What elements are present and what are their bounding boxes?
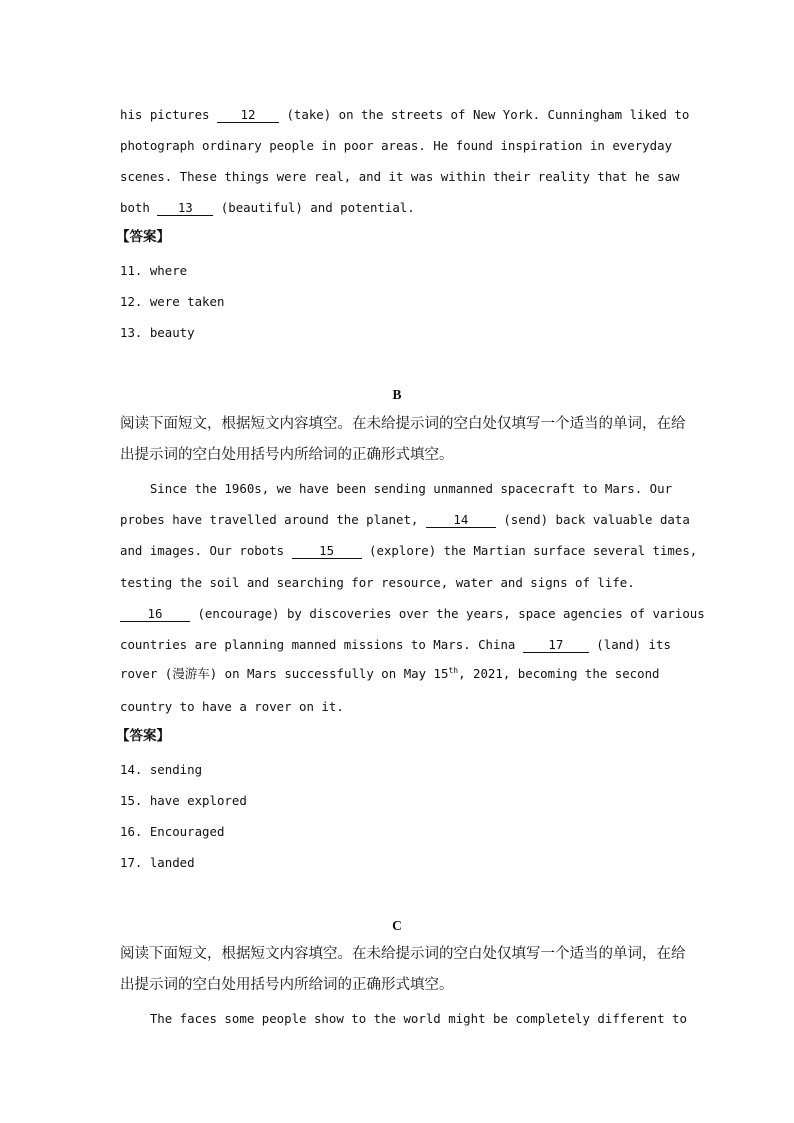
answer-heading-a: 【答案】 (116, 229, 170, 245)
passage-b-line-7: rover (漫游车) on Mars successfully on May 15th, 2021, becoming the second (120, 665, 660, 681)
passage-b-line-8: country to have a rover on it. (120, 699, 344, 714)
passage-a-line-4: both 13 (beautiful) and potential. (120, 200, 415, 215)
answer-item: 17. landed (120, 855, 195, 870)
blank-16: 16 (120, 607, 190, 622)
answer-item: 13. beauty (120, 325, 195, 340)
passage-a-line-3: scenes. These things were real, and it was within their reality that he saw (120, 169, 680, 184)
passage-b-line-6: countries are planning manned missions to Mars. China 17 (land) its (120, 637, 671, 652)
instruction-b-line-1: 阅读下面短文，根据短文内容填空。在未给提示词的空白处仅填写一个适当的单词，在给 (120, 416, 686, 432)
blank-15: 15 (292, 544, 362, 559)
passage-b-line-5: 16 (encourage) by discoveries over the years, space agencies of various (120, 606, 705, 622)
answer-item: 12. were taken (120, 294, 225, 309)
ordinal-suffix: th (448, 665, 459, 675)
answer-item: 14. sending (120, 762, 203, 777)
passage-b-line-1: Since the 1960s, we have been sending unmanned spacecraft to Mars. Our (120, 481, 673, 496)
section-b-label: B (392, 387, 402, 402)
passage-c-line-1: The faces some people show to the world might be completely different to (120, 1011, 687, 1026)
answer-item: 11. where (120, 263, 188, 278)
instruction-b-line-2: 出提示词的空白处用括号内所给词的正确形式填空。 (120, 447, 454, 463)
section-c-label: C (392, 918, 402, 933)
passage-b-line-3: and images. Our robots 15 (explore) the Martian surface several times, (120, 543, 698, 558)
instruction-c-line-1: 阅读下面短文，根据短文内容填空。在未给提示词的空白处仅填写一个适当的单词，在给 (120, 946, 686, 962)
passage-a-line-1: his pictures 12 (take) on the streets of New York. Cunningham liked to (120, 107, 690, 122)
passage-a-line-2: photograph ordinary people in poor areas. He found inspiration in everyday (120, 138, 673, 153)
blank-12: 12 (217, 108, 279, 123)
blank-13: 13 (157, 201, 213, 216)
passage-b-line-4: testing the soil and searching for resource, water and signs of life. (120, 575, 635, 590)
answer-item: 15. have explored (120, 793, 247, 808)
blank-14: 14 (426, 513, 496, 528)
passage-b-line-2: probes have travelled around the planet, 14 (send) back valuable data (120, 512, 690, 527)
instruction-c-line-2: 出提示词的空白处用括号内所给词的正确形式填空。 (120, 977, 454, 993)
blank-17: 17 (523, 638, 589, 653)
answer-heading-b: 【答案】 (116, 728, 170, 744)
answer-item: 16. Encouraged (120, 824, 225, 839)
